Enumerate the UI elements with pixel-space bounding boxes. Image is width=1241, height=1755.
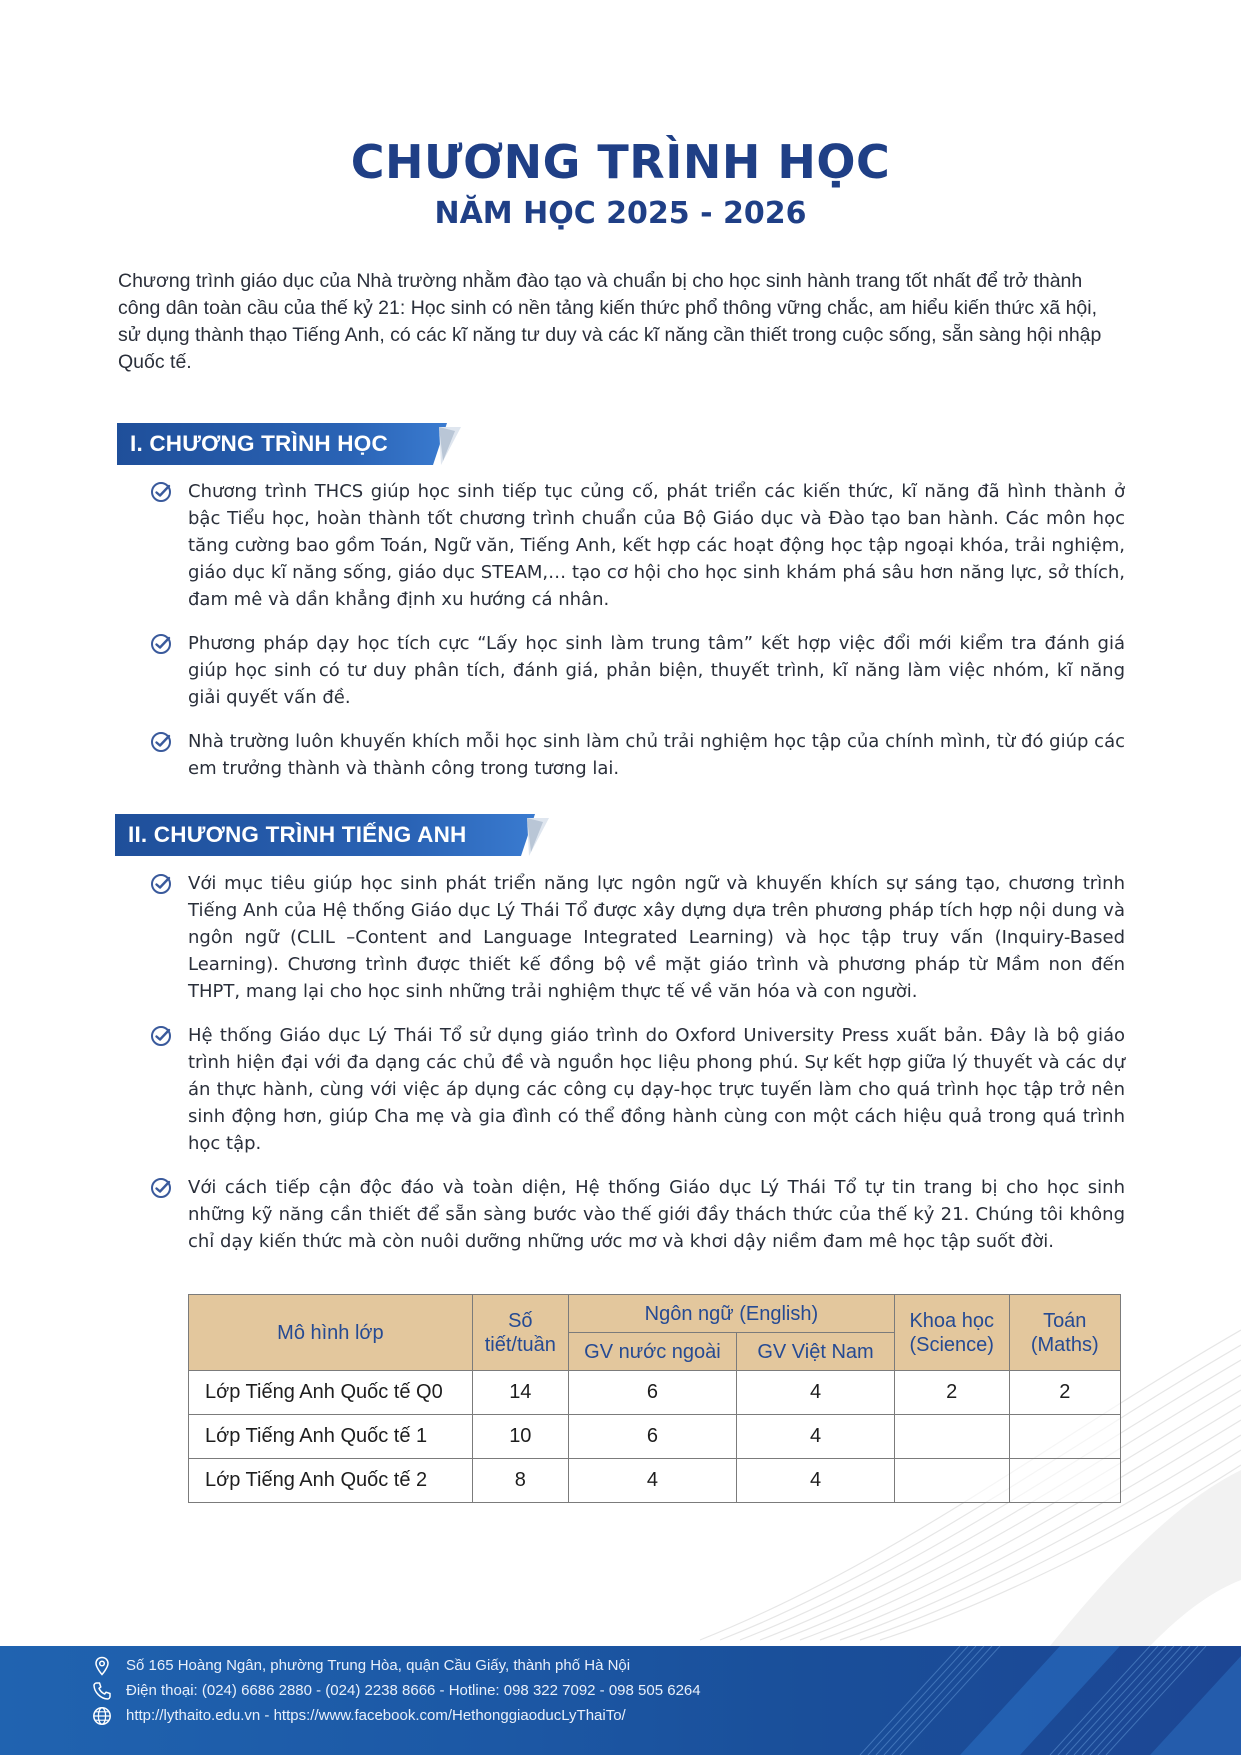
check-circle-icon bbox=[150, 633, 172, 655]
page-curl-icon bbox=[435, 427, 461, 467]
cell-science: 2 bbox=[894, 1371, 1009, 1415]
header-language: Ngôn ngữ (English) bbox=[568, 1295, 894, 1333]
list-item bbox=[150, 1174, 1125, 1255]
phone-icon bbox=[92, 1681, 112, 1701]
header-maths-line1: Toán bbox=[1043, 1309, 1087, 1332]
list-item-text: Nhà trường luôn khuyến khích mỗi học sinh làm chủ trải nghiệm học tập của chính mình, từ đó giúp các em trưởng thành và thành công trong tương lai. bbox=[188, 731, 1125, 779]
cell-periods: 10 bbox=[472, 1415, 568, 1459]
cell-foreign: 6 bbox=[568, 1371, 736, 1415]
section-heading-1 bbox=[117, 423, 467, 465]
header-model: Mô hình lớp bbox=[189, 1295, 473, 1371]
section-heading-2 bbox=[115, 814, 555, 856]
page-curl-icon bbox=[523, 818, 549, 858]
cell-maths bbox=[1009, 1459, 1120, 1503]
page-subtitle: NĂM HỌC 2025 - 2026 bbox=[434, 196, 807, 231]
cell-science bbox=[894, 1459, 1009, 1503]
section-2-bullets bbox=[150, 870, 1125, 1272]
globe-icon bbox=[92, 1706, 112, 1726]
list-item bbox=[150, 728, 1125, 782]
cell-maths: 2 bbox=[1009, 1371, 1120, 1415]
list-item-text: Với cách tiếp cận độc đáo và toàn diện, Hệ thống Giáo dục Lý Thái Tổ tự tin trang bị cho học sinh những kỹ năng cần thiết để sẵn sàng bước vào thế giới đầy thách thức của thế kỷ 21. Chúng tôi không chỉ dạy kiến thức mà còn nuôi dưỡng những ước mơ và khơi dậy niềm đam mê học tập suốt đời. bbox=[188, 1177, 1125, 1252]
cell-model: Lớp Tiếng Anh Quốc tế 2 bbox=[189, 1459, 473, 1503]
list-item-text: Phương pháp dạy học tích cực “Lấy học sinh làm trung tâm” kết hợp việc đổi mới kiểm tra đánh giá giúp học sinh có tư duy phân tích, đánh giá, phản biện, thuyết trình, kĩ năng làm việc nhóm, kĩ năng giải quyết vấn đề. bbox=[188, 633, 1125, 708]
section-heading-label: I. CHƯƠNG TRÌNH HỌC bbox=[130, 431, 388, 456]
check-circle-icon bbox=[150, 873, 172, 895]
header-science-line1: Khoa học bbox=[909, 1309, 994, 1332]
list-item-text: Hệ thống Giáo dục Lý Thái Tổ sử dụng giáo trình do Oxford University Press xuất bản. Đây là bộ giáo trình hiện đại với đa dạng các chủ đề và nguồn học liệu phong phú. Sự kết hợp giữa lý thuyết và các dự án thực hành, cùng với việc áp dụng các công cụ dạy-học trực tuyến làm cho quá trình học tập trở nên sinh động hơn, giúp Cha mẹ và gia đình có thể đồng hành cùng con một cách hiệu quả trong quá trình học tập. bbox=[188, 1025, 1125, 1154]
header-maths-line2: (Maths) bbox=[1030, 1333, 1099, 1356]
footer-phone-text: Điện thoại: (024) 6686 2880 - (024) 2238 8666 - Hotline: 098 322 7092 - 098 505 6264 bbox=[126, 1682, 701, 1699]
table-row bbox=[189, 1371, 1121, 1415]
cell-model: Lớp Tiếng Anh Quốc tế 1 bbox=[189, 1415, 473, 1459]
header-vn-teacher: GV Việt Nam bbox=[737, 1333, 895, 1371]
footer-web-text: http://lythaito.edu.vn - https://www.facebook.com/HethonggiaoducLyThaiTo/ bbox=[126, 1707, 626, 1724]
header-periods-line1: Số bbox=[508, 1309, 533, 1332]
header-foreign-teacher: GV nước ngoài bbox=[568, 1333, 736, 1371]
cell-foreign: 4 bbox=[568, 1459, 736, 1503]
cell-model: Lớp Tiếng Anh Quốc tế Q0 bbox=[189, 1371, 473, 1415]
table-row bbox=[189, 1415, 1121, 1459]
list-item bbox=[150, 1022, 1125, 1157]
cell-vn: 4 bbox=[737, 1371, 895, 1415]
page-title: CHƯƠNG TRÌNH HỌC bbox=[350, 135, 891, 189]
location-pin-icon bbox=[92, 1656, 112, 1676]
section-1-bullets bbox=[150, 478, 1125, 799]
cell-periods: 8 bbox=[472, 1459, 568, 1503]
header-periods bbox=[472, 1295, 568, 1371]
check-circle-icon bbox=[150, 731, 172, 753]
footer-address-text: Số 165 Hoàng Ngân, phường Trung Hòa, quận Cầu Giấy, thành phố Hà Nội bbox=[126, 1657, 631, 1674]
intro-paragraph: Chương trình giáo dục của Nhà trường nhằm đào tạo và chuẩn bị cho học sinh hành trang tốt nhất để trở thành công dân toàn cầu của thế kỷ 21: Học sinh có nền tảng kiến thức phổ thông vững chắc, am hiểu kiến thức xã hội, sử dụng thành thạo Tiếng Anh, có các kĩ năng tư duy và các kĩ năng cần thiết trong cuộc sống, sẵn sàng hội nhập Quốc tế. bbox=[118, 270, 1102, 373]
header-periods-line2: tiết/tuần bbox=[484, 1333, 556, 1356]
cell-foreign: 6 bbox=[568, 1415, 736, 1459]
section-heading-label: II. CHƯƠNG TRÌNH TIẾNG ANH bbox=[128, 822, 467, 847]
cell-vn: 4 bbox=[737, 1459, 895, 1503]
check-circle-icon bbox=[150, 1025, 172, 1047]
cell-science bbox=[894, 1415, 1009, 1459]
table-row bbox=[189, 1459, 1121, 1503]
header-science bbox=[894, 1295, 1009, 1371]
list-item bbox=[150, 478, 1125, 613]
header-science-line2: (Science) bbox=[909, 1333, 994, 1356]
check-circle-icon bbox=[150, 1177, 172, 1199]
cell-vn: 4 bbox=[737, 1415, 895, 1459]
list-item bbox=[150, 870, 1125, 1005]
cell-maths bbox=[1009, 1415, 1120, 1459]
cell-periods: 14 bbox=[472, 1371, 568, 1415]
check-circle-icon bbox=[150, 481, 172, 503]
list-item-text: Với mục tiêu giúp học sinh phát triển năng lực ngôn ngữ và khuyến khích sự sáng tạo, chương trình Tiếng Anh của Hệ thống Giáo dục Lý Thái Tổ được xây dựng dựa trên phương pháp tích hợp nội dung và ngôn ngữ (CLIL –Content and Language Integrated Learning) và học tập truy vấn (Inquiry-Based Learning). Chương trình được thiết kế đồng bộ về mặt giáo trình và phương pháp từ Mầm non đến THPT, mang lại cho học sinh những trải nghiệm thực tế về văn hóa và con người. bbox=[188, 873, 1125, 1002]
footer bbox=[0, 1646, 1241, 1755]
header-maths bbox=[1009, 1295, 1120, 1371]
program-table bbox=[188, 1294, 1121, 1503]
list-item bbox=[150, 630, 1125, 711]
list-item-text: Chương trình THCS giúp học sinh tiếp tục củng cố, phát triển các kiến thức, kĩ năng đã hình thành ở bậc Tiểu học, hoàn thành tốt chương trình chuẩn của Bộ Giáo dục và Đào tạo ban hành. Các môn học tăng cường bao gồm Toán, Ngữ văn, Tiếng Anh, kết hợp các hoạt động học tập ngoại khóa, trải nghiệm, giáo dục kĩ năng sống, giáo dục STEAM,… tạo cơ hội cho học sinh khám phá sâu hơn năng lực, sở thích, đam mê và dần khẳng định xu hướng cá nhân. bbox=[188, 481, 1125, 610]
